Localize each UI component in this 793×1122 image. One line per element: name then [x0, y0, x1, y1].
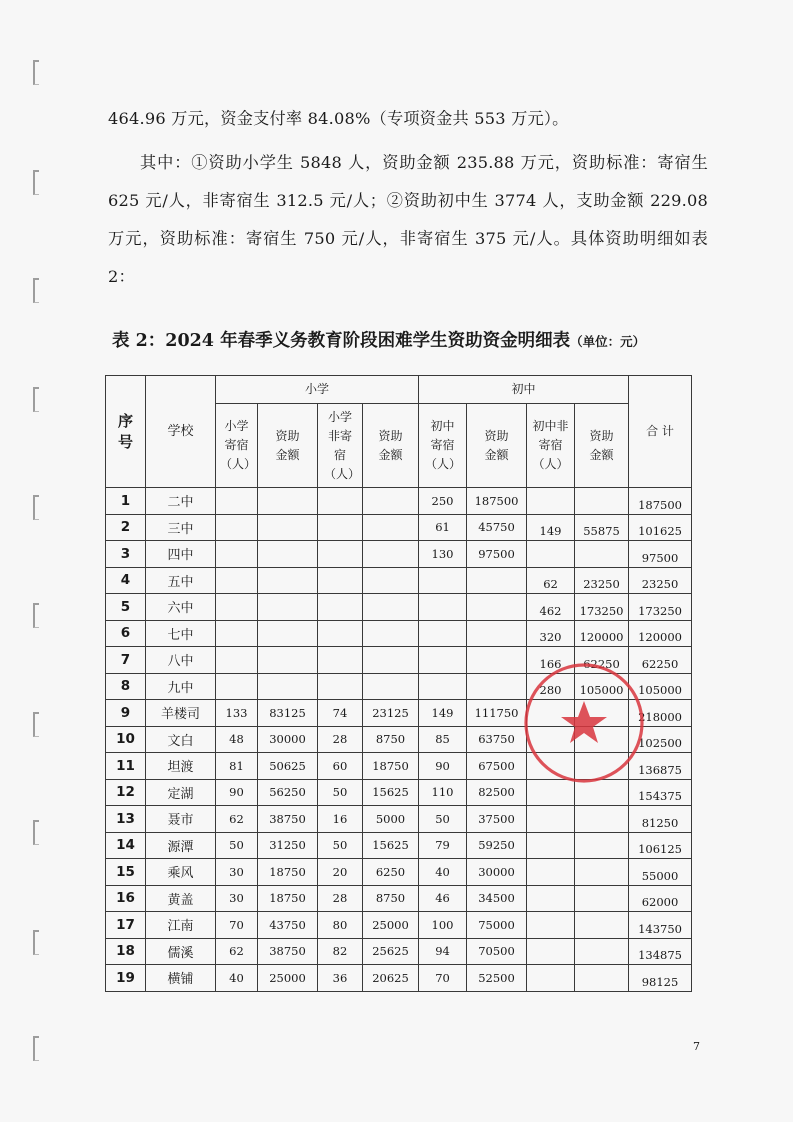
cell-primary-boarding-amount — [258, 594, 318, 621]
cell-junior-boarding — [419, 567, 467, 594]
cell-primary-boarding: 81 — [216, 753, 258, 780]
table-row — [106, 779, 692, 806]
cell-total: 218000 — [629, 700, 692, 727]
cell-primary-nonboarding-amount — [363, 647, 419, 674]
cell-junior-nonboarding: 149 — [527, 514, 575, 541]
cell-primary-boarding-amount: 38750 — [258, 938, 318, 965]
cell-primary-boarding: 133 — [216, 700, 258, 727]
cell-junior-nonboarding-amount — [575, 541, 629, 568]
cell-primary-nonboarding: 60 — [318, 753, 363, 780]
cell-primary-boarding-amount: 83125 — [258, 700, 318, 727]
cell-primary-boarding-amount — [258, 567, 318, 594]
cell-primary-nonboarding-amount: 20625 — [363, 965, 419, 992]
cell-primary-nonboarding-amount — [363, 567, 419, 594]
cell-primary-nonboarding: 50 — [318, 779, 363, 806]
cell-junior-boarding-amount — [467, 594, 527, 621]
header-school: 学校 — [146, 376, 216, 488]
cell-junior-boarding-amount: 63750 — [467, 726, 527, 753]
cell-junior-nonboarding-amount — [575, 832, 629, 859]
cell-junior-boarding — [419, 594, 467, 621]
table-row — [106, 620, 692, 647]
cell-junior-nonboarding — [527, 965, 575, 992]
cell-primary-boarding: 62 — [216, 806, 258, 833]
cell-junior-nonboarding-amount — [575, 488, 629, 515]
cell-primary-boarding-amount — [258, 488, 318, 515]
cell-junior-nonboarding — [527, 859, 575, 886]
cell-total: 81250 — [629, 806, 692, 833]
header-primary-boarding: 小学寄宿（人） — [216, 404, 258, 488]
cell-junior-boarding-amount: 45750 — [467, 514, 527, 541]
binding-mark — [33, 603, 39, 628]
cell-junior-nonboarding: 166 — [527, 647, 575, 674]
cell-school: 九中 — [146, 673, 216, 700]
cell-junior-nonboarding — [527, 541, 575, 568]
cell-junior-nonboarding-amount: 23250 — [575, 567, 629, 594]
cell-junior-nonboarding-amount — [575, 806, 629, 833]
cell-junior-nonboarding-amount — [575, 965, 629, 992]
cell-junior-nonboarding — [527, 700, 575, 727]
cell-junior-nonboarding-amount — [575, 753, 629, 780]
table-row — [106, 938, 692, 965]
cell-junior-nonboarding-amount — [575, 859, 629, 886]
cell-primary-nonboarding — [318, 594, 363, 621]
binding-mark — [33, 930, 39, 955]
header-primary-boarding-amount: 资助金额 — [258, 404, 318, 488]
cell-school: 黄盖 — [146, 885, 216, 912]
table-row — [106, 726, 692, 753]
cell-junior-boarding: 94 — [419, 938, 467, 965]
cell-primary-boarding: 70 — [216, 912, 258, 939]
cell-total: 62000 — [629, 885, 692, 912]
cell-primary-nonboarding — [318, 620, 363, 647]
cell-primary-boarding — [216, 488, 258, 515]
cell-index: 7 — [106, 647, 146, 674]
cell-index: 19 — [106, 965, 146, 992]
paragraph-line1: 464.96 万元，资金支付率 84.08%（专项资金共 553 万元）。 — [108, 109, 569, 128]
cell-junior-boarding-amount: 82500 — [467, 779, 527, 806]
cell-junior-boarding: 85 — [419, 726, 467, 753]
cell-junior-boarding-amount: 37500 — [467, 806, 527, 833]
cell-primary-boarding: 50 — [216, 832, 258, 859]
cell-primary-nonboarding — [318, 673, 363, 700]
cell-school: 七中 — [146, 620, 216, 647]
cell-total: 154375 — [629, 779, 692, 806]
cell-junior-boarding: 90 — [419, 753, 467, 780]
cell-junior-nonboarding-amount — [575, 779, 629, 806]
cell-junior-boarding-amount: 67500 — [467, 753, 527, 780]
cell-total: 120000 — [629, 620, 692, 647]
cell-primary-nonboarding-amount — [363, 488, 419, 515]
cell-junior-boarding-amount — [467, 673, 527, 700]
cell-junior-nonboarding — [527, 938, 575, 965]
cell-junior-boarding: 149 — [419, 700, 467, 727]
cell-index: 10 — [106, 726, 146, 753]
cell-primary-boarding-amount — [258, 514, 318, 541]
cell-junior-boarding: 110 — [419, 779, 467, 806]
cell-school: 坦渡 — [146, 753, 216, 780]
cell-junior-nonboarding-amount — [575, 885, 629, 912]
header-primary-nonboarding: 小学非寄宿（人） — [318, 404, 363, 488]
cell-primary-nonboarding — [318, 647, 363, 674]
cell-junior-boarding-amount — [467, 567, 527, 594]
cell-primary-nonboarding-amount: 25625 — [363, 938, 419, 965]
table-row — [106, 806, 692, 833]
table-row — [106, 832, 692, 859]
cell-total: 101625 — [629, 514, 692, 541]
cell-primary-boarding-amount — [258, 647, 318, 674]
header-junior: 初中 — [419, 376, 629, 404]
cell-primary-boarding-amount: 30000 — [258, 726, 318, 753]
cell-primary-nonboarding-amount — [363, 673, 419, 700]
cell-school: 定湖 — [146, 779, 216, 806]
cell-junior-boarding: 250 — [419, 488, 467, 515]
cell-primary-boarding — [216, 594, 258, 621]
paragraph-detail: 其中：①资助小学生 5848 人，资助金额 235.88 万元，资助标准：寄宿生 625 元/人，非寄宿生 312.5 元/人；②资助初中生 3774 人，支助金额 229.08 万元，资助标准：寄宿生 750 元/人，非寄宿生 375 元/人。具体资助明细如表 2： — [108, 153, 708, 286]
cell-junior-nonboarding — [527, 912, 575, 939]
cell-junior-boarding-amount: 111750 — [467, 700, 527, 727]
cell-index: 1 — [106, 488, 146, 515]
cell-total: 55000 — [629, 859, 692, 886]
cell-junior-boarding-amount: 52500 — [467, 965, 527, 992]
cell-junior-nonboarding — [527, 806, 575, 833]
cell-index: 12 — [106, 779, 146, 806]
cell-index: 18 — [106, 938, 146, 965]
cell-junior-nonboarding-amount — [575, 938, 629, 965]
cell-index: 15 — [106, 859, 146, 886]
cell-primary-boarding-amount: 18750 — [258, 885, 318, 912]
cell-school: 文白 — [146, 726, 216, 753]
cell-primary-nonboarding — [318, 514, 363, 541]
cell-index: 13 — [106, 806, 146, 833]
cell-primary-boarding-amount: 38750 — [258, 806, 318, 833]
cell-junior-boarding: 130 — [419, 541, 467, 568]
cell-primary-nonboarding: 82 — [318, 938, 363, 965]
cell-junior-nonboarding — [527, 726, 575, 753]
cell-primary-boarding: 90 — [216, 779, 258, 806]
binding-mark — [33, 170, 39, 195]
cell-school: 横铺 — [146, 965, 216, 992]
cell-school: 四中 — [146, 541, 216, 568]
cell-primary-boarding: 62 — [216, 938, 258, 965]
cell-school: 源潭 — [146, 832, 216, 859]
cell-total: 136875 — [629, 753, 692, 780]
cell-primary-boarding — [216, 514, 258, 541]
cell-junior-boarding: 40 — [419, 859, 467, 886]
cell-junior-boarding — [419, 647, 467, 674]
cell-primary-nonboarding-amount: 6250 — [363, 859, 419, 886]
binding-mark — [33, 1036, 39, 1061]
cell-total: 23250 — [629, 567, 692, 594]
cell-primary-boarding: 40 — [216, 965, 258, 992]
table-title-main: 表 2：2024 年春季义务教育阶段困难学生资助资金明细表 — [112, 331, 571, 351]
cell-school: 二中 — [146, 488, 216, 515]
cell-junior-nonboarding-amount: 173250 — [575, 594, 629, 621]
cell-junior-boarding-amount: 30000 — [467, 859, 527, 886]
cell-junior-nonboarding-amount: 55875 — [575, 514, 629, 541]
cell-primary-boarding-amount: 18750 — [258, 859, 318, 886]
header-junior-nonboarding: 初中非寄宿（人） — [527, 404, 575, 488]
binding-mark — [33, 60, 39, 85]
cell-junior-boarding-amount — [467, 620, 527, 647]
table-row — [106, 700, 692, 727]
cell-primary-nonboarding — [318, 488, 363, 515]
cell-primary-boarding-amount — [258, 541, 318, 568]
binding-mark — [33, 278, 39, 303]
cell-school: 聂市 — [146, 806, 216, 833]
header-junior-boarding: 初中寄宿（人） — [419, 404, 467, 488]
table-row — [106, 647, 692, 674]
cell-primary-boarding-amount: 31250 — [258, 832, 318, 859]
cell-total: 102500 — [629, 726, 692, 753]
table-row — [106, 912, 692, 939]
binding-mark — [33, 712, 39, 737]
cell-junior-nonboarding: 280 — [527, 673, 575, 700]
cell-junior-nonboarding-amount — [575, 700, 629, 727]
binding-mark — [33, 495, 39, 520]
cell-junior-nonboarding-amount: 62250 — [575, 647, 629, 674]
cell-total: 187500 — [629, 488, 692, 515]
cell-junior-boarding — [419, 673, 467, 700]
cell-junior-nonboarding-amount: 120000 — [575, 620, 629, 647]
cell-junior-nonboarding: 462 — [527, 594, 575, 621]
binding-mark — [33, 820, 39, 845]
cell-junior-nonboarding — [527, 488, 575, 515]
cell-primary-nonboarding-amount: 15625 — [363, 779, 419, 806]
cell-total: 98125 — [629, 965, 692, 992]
cell-junior-boarding: 61 — [419, 514, 467, 541]
cell-junior-nonboarding-amount — [575, 726, 629, 753]
cell-index: 16 — [106, 885, 146, 912]
cell-school: 三中 — [146, 514, 216, 541]
cell-total: 143750 — [629, 912, 692, 939]
cell-index: 9 — [106, 700, 146, 727]
cell-primary-boarding — [216, 541, 258, 568]
cell-total: 105000 — [629, 673, 692, 700]
cell-school: 乘风 — [146, 859, 216, 886]
cell-primary-boarding: 30 — [216, 885, 258, 912]
aid-table — [105, 375, 692, 992]
cell-total: 173250 — [629, 594, 692, 621]
cell-primary-nonboarding-amount — [363, 514, 419, 541]
cell-primary-nonboarding-amount: 8750 — [363, 726, 419, 753]
cell-junior-boarding-amount: 34500 — [467, 885, 527, 912]
table-row — [106, 514, 692, 541]
cell-junior-boarding-amount — [467, 647, 527, 674]
cell-school: 儒溪 — [146, 938, 216, 965]
cell-primary-nonboarding — [318, 567, 363, 594]
cell-primary-boarding-amount — [258, 620, 318, 647]
cell-junior-boarding — [419, 620, 467, 647]
cell-primary-nonboarding: 28 — [318, 885, 363, 912]
cell-junior-nonboarding-amount — [575, 912, 629, 939]
header-total: 合 计 — [629, 376, 692, 488]
cell-primary-boarding — [216, 620, 258, 647]
cell-primary-nonboarding: 50 — [318, 832, 363, 859]
cell-primary-nonboarding: 36 — [318, 965, 363, 992]
cell-primary-nonboarding-amount: 23125 — [363, 700, 419, 727]
cell-junior-nonboarding-amount: 105000 — [575, 673, 629, 700]
cell-school: 羊楼司 — [146, 700, 216, 727]
table-title-unit: （单位：元） — [570, 334, 646, 349]
cell-junior-nonboarding: 62 — [527, 567, 575, 594]
cell-index: 17 — [106, 912, 146, 939]
cell-school: 八中 — [146, 647, 216, 674]
cell-primary-boarding — [216, 673, 258, 700]
cell-primary-boarding-amount — [258, 673, 318, 700]
cell-primary-nonboarding — [318, 541, 363, 568]
cell-junior-boarding: 100 — [419, 912, 467, 939]
cell-total: 134875 — [629, 938, 692, 965]
table-row — [106, 488, 692, 515]
cell-junior-nonboarding: 320 — [527, 620, 575, 647]
header-junior-nonboarding-amount: 资助金额 — [575, 404, 629, 488]
cell-index: 11 — [106, 753, 146, 780]
cell-primary-nonboarding-amount: 25000 — [363, 912, 419, 939]
header-primary: 小学 — [216, 376, 419, 404]
cell-school: 六中 — [146, 594, 216, 621]
cell-primary-nonboarding: 16 — [318, 806, 363, 833]
cell-junior-boarding-amount: 70500 — [467, 938, 527, 965]
page-number: 7 — [693, 1040, 700, 1053]
table-row — [106, 673, 692, 700]
cell-school: 江南 — [146, 912, 216, 939]
cell-junior-nonboarding — [527, 753, 575, 780]
header-primary-nonboarding-amount: 资助金额 — [363, 404, 419, 488]
table-row — [106, 859, 692, 886]
cell-junior-boarding: 79 — [419, 832, 467, 859]
cell-primary-nonboarding-amount: 5000 — [363, 806, 419, 833]
cell-index: 8 — [106, 673, 146, 700]
cell-junior-boarding: 46 — [419, 885, 467, 912]
table-title — [112, 327, 712, 352]
header-junior-boarding-amount: 资助金额 — [467, 404, 527, 488]
cell-primary-nonboarding-amount: 15625 — [363, 832, 419, 859]
cell-junior-nonboarding — [527, 885, 575, 912]
cell-index: 6 — [106, 620, 146, 647]
cell-index: 4 — [106, 567, 146, 594]
cell-primary-boarding: 48 — [216, 726, 258, 753]
cell-primary-nonboarding: 74 — [318, 700, 363, 727]
table-row — [106, 885, 692, 912]
cell-total: 62250 — [629, 647, 692, 674]
cell-primary-nonboarding: 28 — [318, 726, 363, 753]
cell-primary-nonboarding: 80 — [318, 912, 363, 939]
cell-junior-boarding-amount: 187500 — [467, 488, 527, 515]
cell-junior-boarding: 50 — [419, 806, 467, 833]
table-row — [106, 541, 692, 568]
cell-junior-nonboarding — [527, 779, 575, 806]
cell-primary-boarding-amount: 25000 — [258, 965, 318, 992]
cell-primary-boarding: 30 — [216, 859, 258, 886]
cell-primary-nonboarding-amount: 8750 — [363, 885, 419, 912]
cell-junior-boarding: 70 — [419, 965, 467, 992]
binding-mark — [33, 387, 39, 412]
table-row — [106, 594, 692, 621]
cell-index: 3 — [106, 541, 146, 568]
cell-school: 五中 — [146, 567, 216, 594]
cell-primary-nonboarding-amount: 18750 — [363, 753, 419, 780]
cell-primary-nonboarding-amount — [363, 541, 419, 568]
cell-total: 97500 — [629, 541, 692, 568]
table-row — [106, 965, 692, 992]
table-row — [106, 567, 692, 594]
cell-primary-boarding — [216, 567, 258, 594]
cell-junior-boarding-amount: 97500 — [467, 541, 527, 568]
cell-junior-boarding-amount: 75000 — [467, 912, 527, 939]
cell-primary-nonboarding: 20 — [318, 859, 363, 886]
cell-primary-boarding-amount: 56250 — [258, 779, 318, 806]
cell-junior-nonboarding — [527, 832, 575, 859]
cell-junior-boarding-amount: 59250 — [467, 832, 527, 859]
cell-primary-boarding — [216, 647, 258, 674]
cell-index: 5 — [106, 594, 146, 621]
table-row — [106, 753, 692, 780]
cell-total: 106125 — [629, 832, 692, 859]
cell-primary-nonboarding-amount — [363, 620, 419, 647]
cell-index: 14 — [106, 832, 146, 859]
cell-index: 2 — [106, 514, 146, 541]
header-index: 序号 — [106, 376, 146, 488]
cell-primary-boarding-amount: 43750 — [258, 912, 318, 939]
cell-primary-nonboarding-amount — [363, 594, 419, 621]
cell-primary-boarding-amount: 50625 — [258, 753, 318, 780]
aid-table-body — [106, 488, 692, 992]
